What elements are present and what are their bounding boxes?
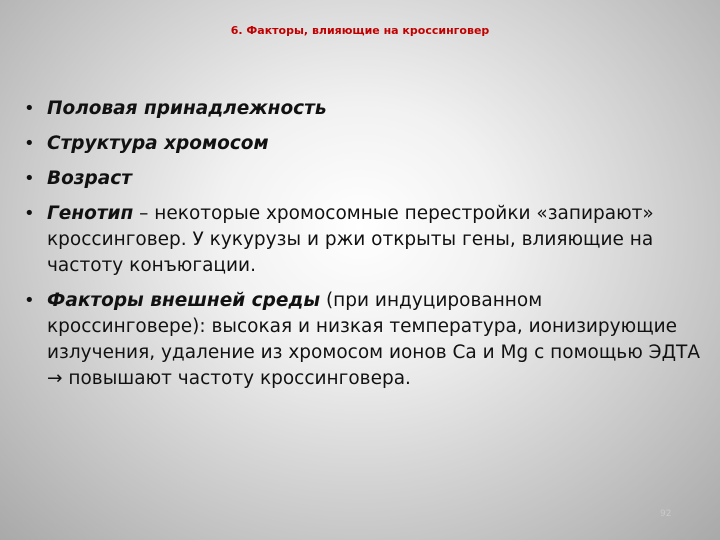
slide-title: 6. Факторы, влияющие на кроссинговер bbox=[230, 24, 490, 37]
item-bold-text: Половая принадлежность bbox=[47, 98, 327, 119]
bullet-icon: • bbox=[24, 98, 35, 119]
list-item bbox=[22, 131, 702, 157]
item-bold-text: Возраст bbox=[47, 168, 132, 189]
list-item bbox=[22, 288, 702, 392]
item-bold-text: Генотип bbox=[47, 203, 134, 224]
list-item bbox=[22, 96, 702, 122]
bullet-icon: • bbox=[24, 203, 35, 224]
item-bold-text: Структура хромосом bbox=[47, 133, 269, 154]
item-bold-text: Факторы внешней среды bbox=[47, 290, 321, 311]
list-item bbox=[22, 166, 702, 192]
item-text: (при индуцированном кроссинговере): высокая и низкая температура, ионизирующие излучения, удаление из хромосом ионов Са и Mg с помощью ЭДТА → повышают частоту кроссинговера. bbox=[47, 290, 700, 389]
bullet-icon: • bbox=[24, 168, 35, 189]
bullet-icon: • bbox=[24, 290, 35, 311]
bullet-icon: • bbox=[24, 133, 35, 154]
bullet-list bbox=[22, 96, 702, 401]
page-number: 92 bbox=[660, 509, 672, 519]
item-text: – некоторые хромосомные перестройки «запирают» кроссинговер. У кукурузы и ржи открыты гены, влияющие на частоту конъюгации. bbox=[47, 203, 654, 276]
list-item bbox=[22, 201, 702, 279]
